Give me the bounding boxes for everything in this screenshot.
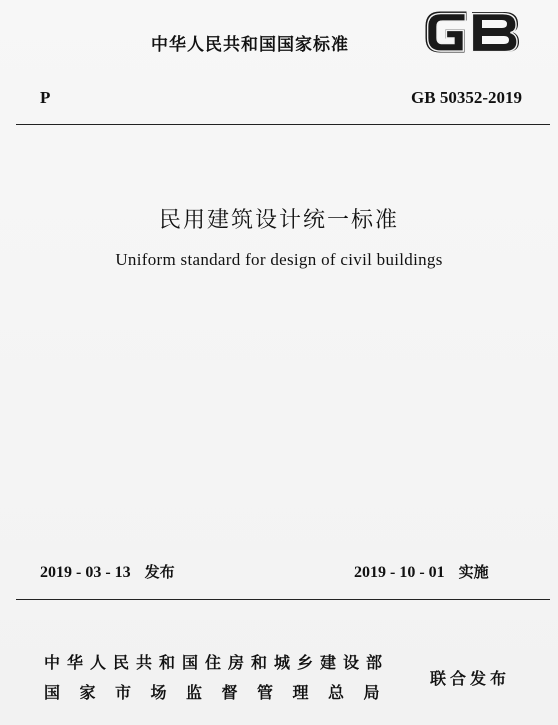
title-chinese: 民用建筑设计统一标准 bbox=[158, 208, 399, 233]
issue-date-block bbox=[40, 561, 175, 582]
implement-label: 实施 bbox=[458, 563, 489, 581]
standard-code: GB 50352-2019 bbox=[411, 88, 522, 107]
issue-date: 2019 - 03 - 13 bbox=[40, 564, 131, 581]
publisher-administration: 国家市场监督管理总局 bbox=[44, 683, 400, 702]
implement-date: 2019 - 10 - 01 bbox=[354, 564, 445, 581]
joint-publish-label: 联合发布 bbox=[430, 669, 511, 688]
implement-date-block bbox=[354, 561, 489, 582]
top-divider bbox=[16, 124, 550, 125]
issue-label: 发布 bbox=[144, 563, 175, 581]
bottom-divider bbox=[16, 599, 550, 600]
publisher-ministry: 中华人民共和国住房和城乡建设部 bbox=[44, 653, 390, 672]
gb-logo bbox=[420, 4, 524, 60]
title-english: Uniform standard for design of civil buildings bbox=[115, 250, 443, 269]
category-letter: P bbox=[40, 88, 51, 107]
standard-type-heading: 中华人民共和国国家标准 bbox=[151, 35, 349, 55]
